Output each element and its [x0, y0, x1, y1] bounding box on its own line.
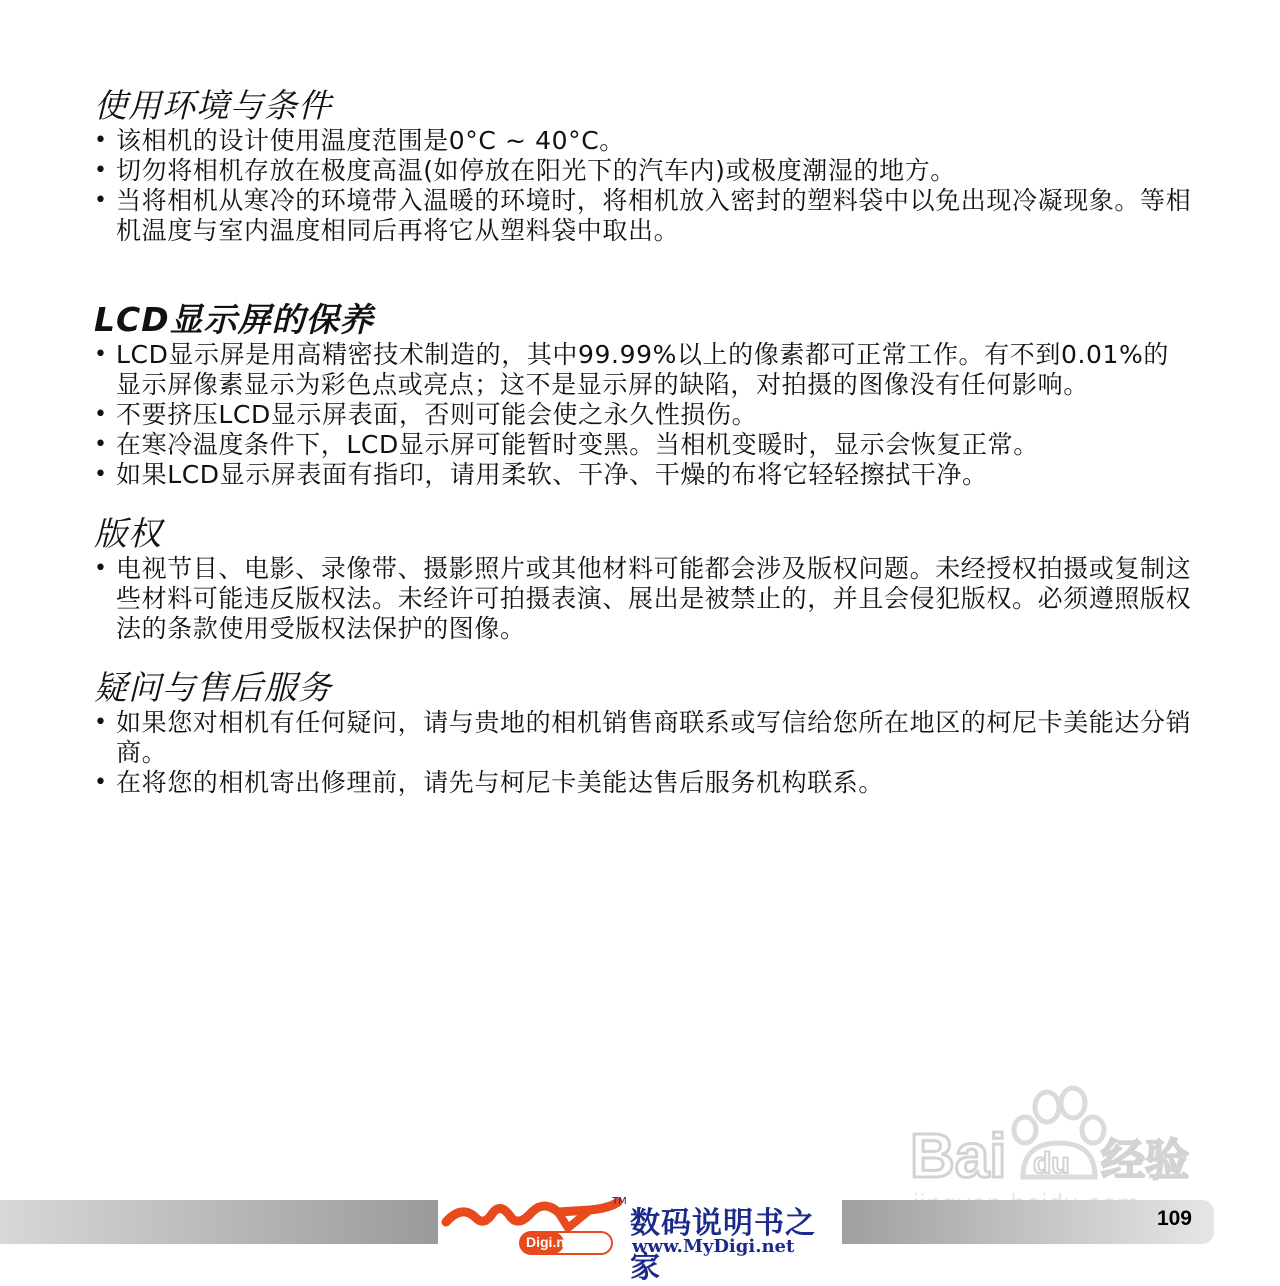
section-heading: 疑问与售后服务: [94, 668, 332, 707]
list-item: • 在将您的相机寄出修理前，请先与柯尼卡美能达售后服务机构联系。: [94, 768, 1194, 798]
section-service: [94, 668, 1194, 798]
bullet-list: [94, 340, 1194, 490]
list-item: • 切勿将相机存放在极度高温(如停放在阳光下的汽车内)或极度潮湿的地方。: [94, 156, 1194, 186]
section-copyright: [94, 514, 1194, 644]
svg-text:Bai: Bai: [910, 1122, 1007, 1191]
section-heading: LCD显示屏的保养: [94, 300, 374, 339]
mydigi-logo: [440, 1192, 840, 1285]
section-heading: 版权: [94, 514, 162, 553]
list-item: • LCD显示屏是用高精密技术制造的，其中99.99%以上的像素都可正常工作。有不到0.01%的显示屏像素显示为彩色点或亮点；这不是显示屏的缺陷，对拍摄的图像没有任何影响。: [94, 340, 1194, 400]
list-item: • 电视节目、电影、录像带、摄影照片或其他材料可能都会涉及版权问题。未经授权拍摄或复制这些材料可能违反版权法。未经许可拍摄表演、展出是被禁止的，并且会侵犯版权。必须遵照版权法的条款使用受版权法保护的图像。: [94, 554, 1194, 644]
logo-title: 数码说明书之家: [630, 1206, 816, 1285]
svg-text:经验: 经验: [1101, 1135, 1189, 1186]
page-number: 109: [1156, 1207, 1192, 1230]
document-body: [94, 86, 1194, 798]
list-item: • 如果LCD显示屏表面有指印，请用柔软、干净、干燥的布将它轻轻擦拭干净。: [94, 460, 1194, 490]
section-environment: [94, 86, 1194, 246]
logo-url: www.MyDigi.net: [632, 1236, 795, 1257]
bullet-list: [94, 708, 1194, 798]
bullet-list: [94, 554, 1194, 644]
list-item: • 该相机的设计使用温度范围是0°C ~ 40°C。: [94, 126, 1194, 156]
mydigi-logo-icon: [440, 1192, 630, 1262]
logo-badge: Digi.net: [526, 1234, 578, 1250]
svg-text:du: du: [1033, 1147, 1070, 1180]
list-item: • 在寒冷温度条件下，LCD显示屏可能暂时变黑。当相机变暖时，显示会恢复正常。: [94, 430, 1194, 460]
logo-tm: TM: [612, 1196, 627, 1207]
baidu-paw-icon: [905, 1085, 1205, 1195]
section-lcd-care: [94, 300, 1194, 490]
section-heading: 使用环境与条件: [94, 86, 332, 125]
footer-bar-left: [0, 1200, 438, 1244]
bullet-list: [94, 126, 1194, 246]
list-item: • 当将相机从寒冷的环境带入温暖的环境时，将相机放入密封的塑料袋中以免出现冷凝现象。等相机温度与室内温度相同后再将它从塑料袋中取出。: [94, 186, 1194, 246]
list-item: • 如果您对相机有任何疑问，请与贵地的相机销售商联系或写信给您所在地区的柯尼卡美能达分销商。: [94, 708, 1194, 768]
list-item: • 不要挤压LCD显示屏表面，否则可能会使之永久性损伤。: [94, 400, 1194, 430]
